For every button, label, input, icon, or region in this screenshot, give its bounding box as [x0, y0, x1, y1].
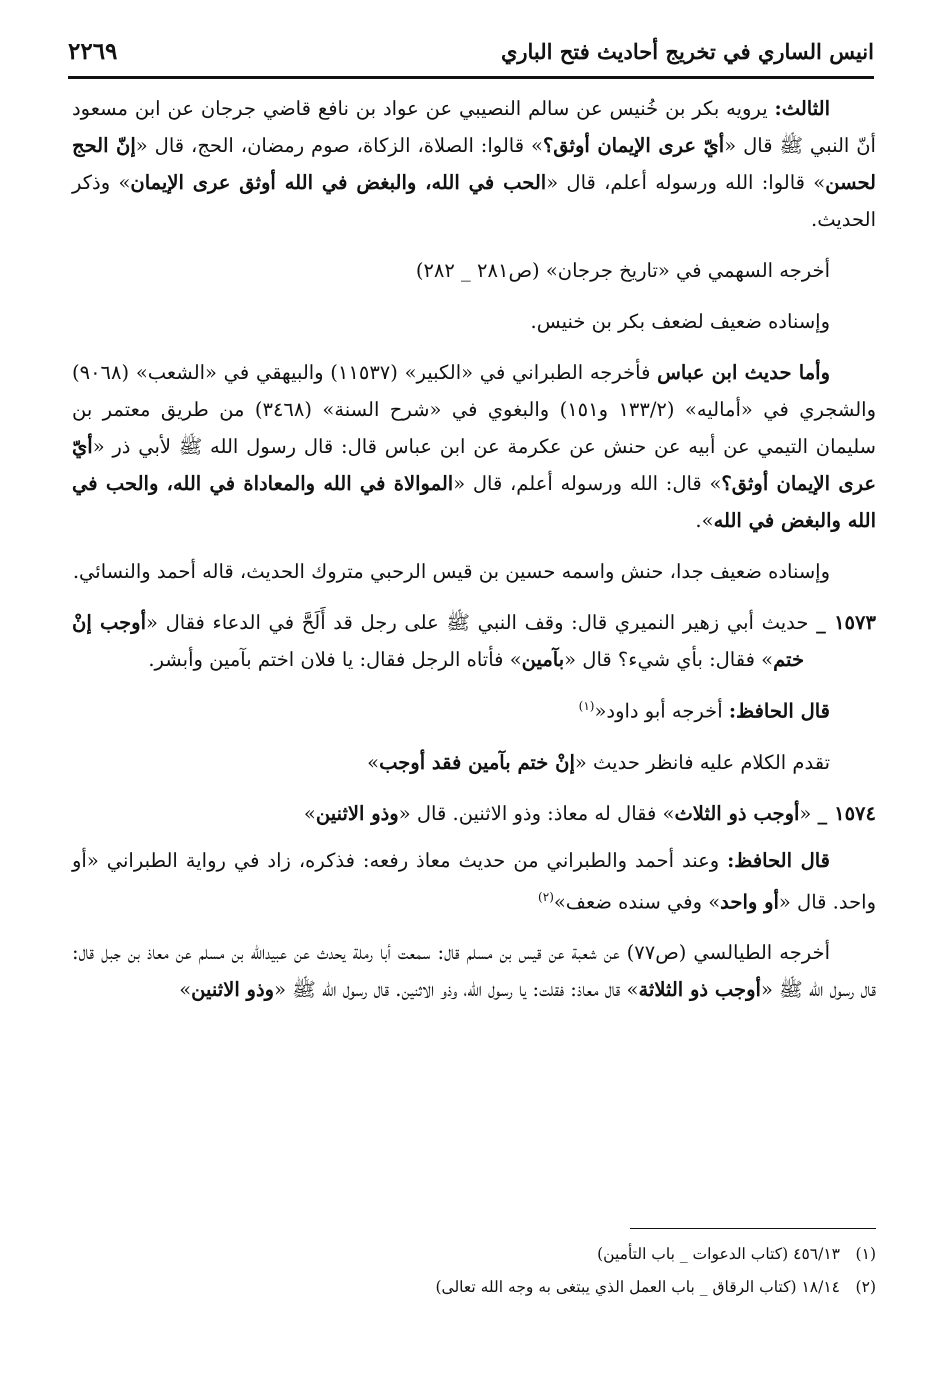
para-label: قال الحافظ: [727, 848, 831, 872]
main-text [72, 90, 876, 1022]
hadith-number: ١٥٧٣ _ [816, 611, 876, 634]
text-run: تقدم الكلام عليه فانظر حديث « [574, 750, 830, 774]
para-label: قال الحافظ: [728, 699, 830, 723]
text-run: وعند أحمد والطبراني من حديث معاذ رفعه: فذكره، زاد في رواية الطبراني «أو واحد. قال « [72, 848, 876, 913]
footnote-ref-1[interactable]: (١) [578, 699, 595, 713]
text-run: » [179, 978, 192, 1001]
paragraph-third-narration [72, 90, 876, 238]
text-run: » قال: الله ورسوله أعلم، قال « [453, 472, 722, 495]
text-run: فأخرجه الطبراني في «الكبير» (١١٥٣٧) والبيهقي في «الشعب» (٩٠٦٨) والشجري في «أماليه» (١٣٣/٢ و١٥١) والبغوي في «شرح السنة» (٣٤٦٨) من طريق معتمر بن سليمان التيمي عن أبيه عن حنش عن عكرمة عن ابن عباس قال: قال رسول الله ﷺ لأبي ذر « [72, 361, 876, 458]
quote-bold: وذو الاثنين [191, 978, 275, 1001]
paragraph-hanash: وإسناده ضعيف جدا، حنش واسمه حسين بن قيس الرحبي متروك الحديث، قاله أحمد والنسائي. [72, 560, 830, 583]
paragraph-tayalisi [72, 934, 876, 1008]
page-number: ٢٢٦٩ [68, 37, 118, 65]
text-run: أخرجه أبو داود« [594, 699, 729, 723]
quote-bold: إنّ الحج لحسن [72, 134, 876, 194]
footnote-2 [72, 1271, 876, 1304]
paragraph-sahmi: أخرجه السهمي في «تاريخ جرجان» (ص٢٨١ _ ٢٨٢) [415, 259, 830, 282]
paragraph-cross-reference [72, 744, 876, 781]
para-label: وأما حديث ابن عباس [657, 361, 831, 384]
footnote-ref-2[interactable]: (٢) [538, 889, 554, 904]
text-run: » فقال له معاذ: وذو الاثنين. قال « [398, 801, 675, 825]
running-title: انيس الساري في تخريج أحاديث فتح الباري [500, 38, 874, 64]
footnote-rule [630, 1228, 876, 1229]
quote-bold: أوجب إنْ ختم [72, 611, 804, 671]
paragraph-isnad-weak: وإسناده ضعيف لضعف بكر بن خنيس. [530, 310, 830, 333]
para-label: الثالث: [774, 97, 830, 120]
quote-bold: أيّ عرى الإيمان أوثق؟ [542, 134, 725, 157]
text-run: » فقال: بأي شيء؟ قال « [564, 648, 774, 671]
footnote-1 [72, 1238, 876, 1271]
text-run: حديث أبي زهير النميري قال: وقف النبي ﷺ على رجل قد أَلَحَّ في الدعاء فقال « [146, 611, 817, 634]
text-run: » [367, 750, 380, 774]
footnote-marker: (١) [855, 1245, 876, 1263]
quote-bold: إنْ ختم بآمين فقد أوجب [379, 750, 575, 774]
paragraph-hafiz-1573 [72, 688, 876, 730]
text-run: « [799, 801, 818, 825]
text-run: » وذكر الحديث. [72, 171, 876, 231]
quote-bold: الحب في الله، والبغض في الله أوثق عرى الإيمان [130, 171, 547, 194]
hadith-number: ١٥٧٤ _ [817, 801, 876, 825]
quote-bold: أيّ عرى الإيمان أوثق؟ [72, 435, 876, 495]
text-run: » وفي سنده ضعف» [553, 890, 721, 913]
text-run: » قال معاذ: فقلت: يا رسول الله، وذو الاثنين. قال رسول الله ﷺ « [274, 978, 639, 1001]
text-run: أخرجه الطيالسي (ص٧٧) عن شعبة عن قيس بن مسلم قال: سمعت أبا رملة يحدث عن عبيدالله بن مسلم عن معاذ بن جبل قال: قال رسول الله ﷺ « [72, 941, 876, 1001]
quote-bold: أوجب ذو الثلاث [674, 801, 800, 825]
footnote-text: ١٨/١٤ (كتاب الرقاق _ باب العمل الذي يبتغى به وجه الله تعالى) [435, 1278, 840, 1296]
paragraph-ibn-abbas [72, 354, 876, 539]
quote-bold: الموالاة في الله والمعاداة في الله، والحب في الله والبغض في الله [72, 472, 876, 532]
footnote-marker: (٢) [855, 1278, 876, 1296]
hadith-1573 [72, 604, 876, 678]
footnote-text: ٤٥٦/١٣ (كتاب الدعوات _ باب التأمين) [597, 1245, 840, 1263]
header-rule [68, 76, 874, 79]
hadith-1574 [72, 795, 876, 832]
footnotes [72, 1238, 876, 1304]
quote-bold: أو واحد [720, 890, 779, 913]
quote-bold: أوجب ذو الثلاثة [638, 978, 761, 1001]
text-run: ». [695, 509, 714, 532]
quote-bold: بآمين [521, 648, 565, 671]
text-run: يرويه بكر بن خُنيس عن سالم النصيبي عن عواد بن نافع قاضي جرجان عن ابن مسعود أنّ النبي ﷺ قال « [72, 97, 876, 157]
text-run: » قالوا: الصلاة، الزكاة، صوم رمضان، الحج، قال « [135, 134, 543, 157]
quote-bold: وذو الاثنين [315, 801, 399, 825]
page-header [68, 30, 874, 72]
text-run: » قالوا: الله ورسوله أعلم، قال « [546, 171, 826, 194]
text-run: » فأتاه الرجل فقال: يا فلان اختم بآمين وأبشر. [148, 648, 522, 671]
text-run: » [303, 801, 316, 825]
paragraph-hafiz-1574 [72, 842, 876, 921]
